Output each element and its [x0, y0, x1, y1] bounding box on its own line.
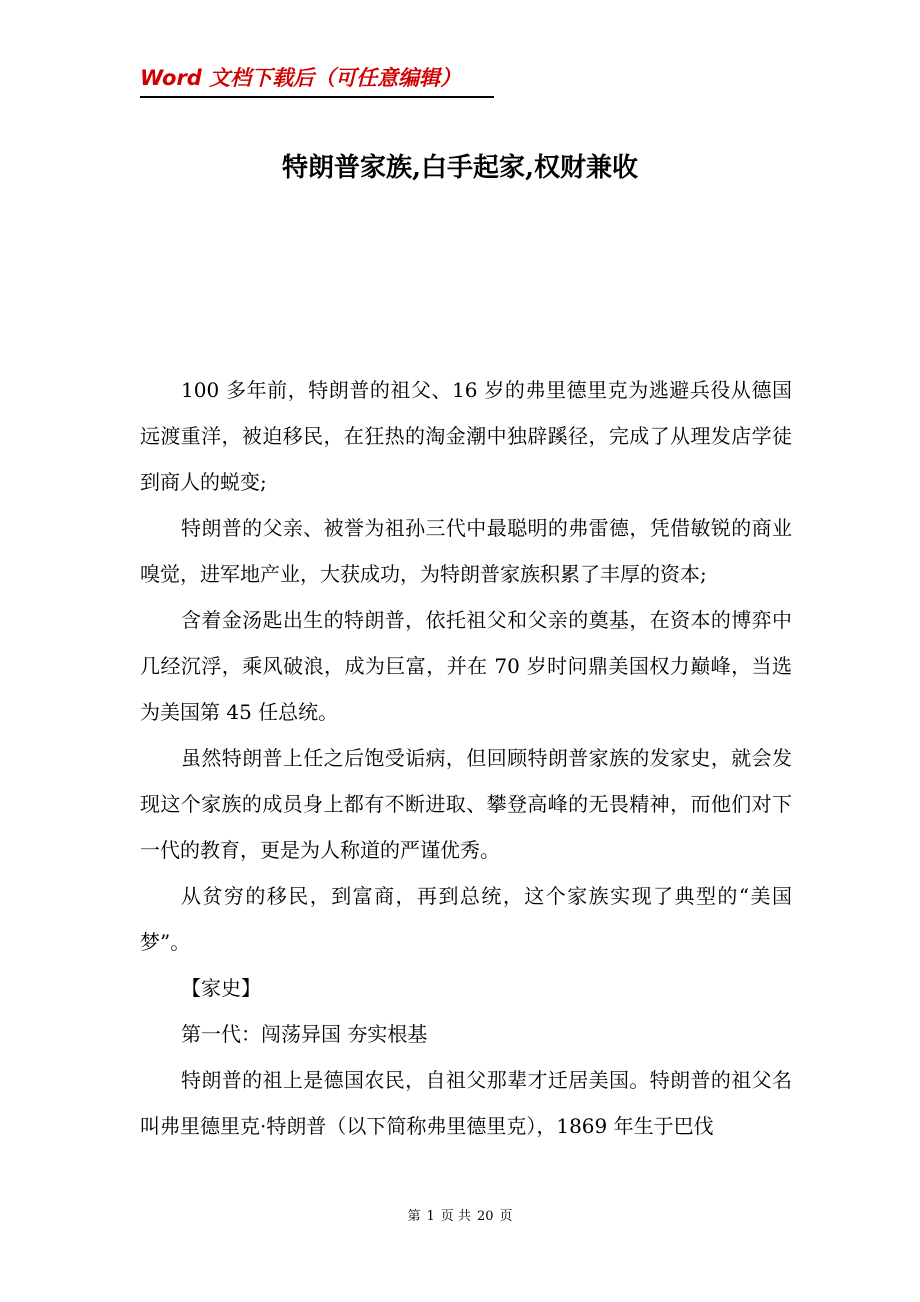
- document-body: [140, 367, 792, 1149]
- paragraph: 从贫穷的移民，到富商，再到总统，这个家族实现了典型的“美国梦”。: [140, 884, 792, 954]
- paragraph: 虽然特朗普上任之后饱受诟病，但回顾特朗普家族的发家史，就会发现这个家族的成员身上都有不断进取、攀登高峰的无畏精神，而他们对下一代的教育，更是为人称道的严谨优秀。: [140, 746, 792, 862]
- page-label-suffix: 页: [499, 1209, 513, 1224]
- banner-text: Word 文档下载后（可任意编辑）: [140, 66, 462, 90]
- current-page-number: 1: [426, 1209, 435, 1224]
- download-banner: [140, 64, 494, 98]
- paragraph: 100 多年前，特朗普的祖父、16 岁的弗里德里克为逃避兵役从德国远渡重洋，被迫移民，在狂热的淘金潮中独辟蹊径，完成了从理发店学徒到商人的蜕变;: [140, 378, 792, 494]
- paragraph: 含着金汤匙出生的特朗普，依托祖父和父亲的奠基，在资本的博弈中几经沉浮，乘风破浪，成为巨富，并在 70 岁时问鼎美国权力巅峰，当选为美国第 45 任总统。: [140, 608, 792, 724]
- page-label-prefix: 第: [407, 1209, 421, 1224]
- paragraph: 特朗普的父亲、被誉为祖孙三代中最聪明的弗雷德，凭借敏锐的商业嗅觉，进军地产业，大获成功，为特朗普家族积累了丰厚的资本;: [140, 516, 792, 586]
- paragraph: 特朗普的祖上是德国农民，自祖父那辈才迁居美国。特朗普的祖父名叫弗里德里克·特朗普（以下简称弗里德里克），1869 年生于巴伐: [140, 1068, 792, 1138]
- total-pages-number: 20: [476, 1209, 494, 1224]
- page-label-middle: 页 共: [440, 1209, 471, 1224]
- page-footer: [0, 1207, 920, 1227]
- subsection-heading: 第一代：闯荡异国 夯实根基: [181, 1022, 428, 1046]
- document-title: 特朗普家族,白手起家,权财兼收: [281, 153, 639, 183]
- section-heading: 【家史】: [181, 976, 261, 1000]
